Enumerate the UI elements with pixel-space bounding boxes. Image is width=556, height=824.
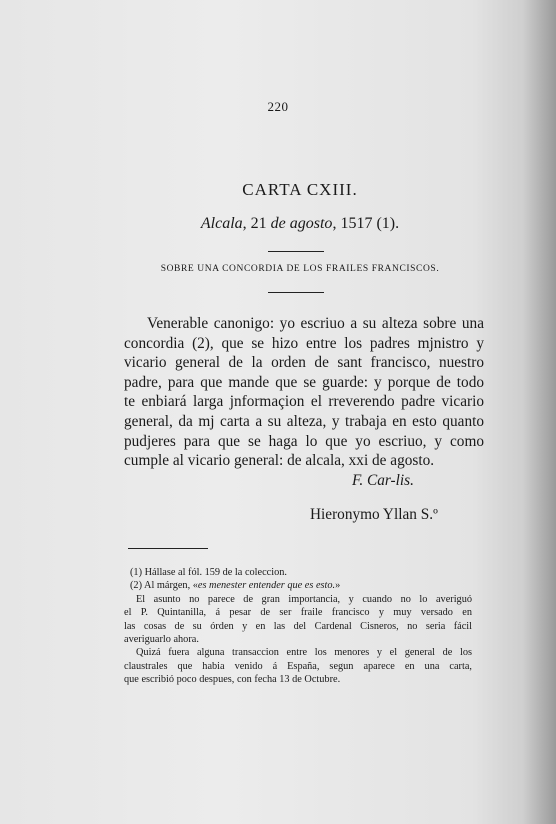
dateline: [0, 215, 556, 233]
footnotes: [124, 566, 472, 687]
footnote-text-line: que escribió poco despues, con fecha 13 de Octubre.: [124, 674, 341, 686]
body-line: concordia (2), que se hizo entre los padres mjnistro y: [124, 334, 484, 352]
footnote-text-line: Quizá fuera alguna transaccion entre los menores y el general de los: [136, 647, 472, 659]
footnote-2: [124, 579, 472, 592]
dateline-year: , 1517 (1).: [332, 215, 400, 232]
body-line: te enbiará larga jnformaçion el rreverendo padre vicario: [124, 393, 484, 411]
page-number: 220: [267, 99, 289, 114]
dateline-place: Alcala: [200, 215, 243, 232]
dateline-sep: ,: [242, 215, 247, 232]
body-line: general, da mj carta a su alteza, y trabaja en esto quanto: [124, 412, 484, 430]
letter-title: CARTA CXIII.: [242, 180, 358, 199]
footnote-text-line: el P. Quintanilla, á pesar de ser fraile francisco y muy versado en: [124, 607, 472, 619]
footnote-2-suffix: »: [335, 580, 341, 592]
footnote-text-line: averiguarlo ahora.: [124, 634, 199, 646]
footnote-text-line: El asunto no parece de gran importancia, y cuando no lo averiguó: [136, 593, 472, 605]
footnote-text-line: claustrales que habia venido á España, segun aparece en una carta,: [124, 660, 472, 672]
body-line: vicario general de la orden de sant francisco, nuestro: [124, 354, 484, 372]
signature-secretary: Hieronymo Yllan S.º: [310, 506, 438, 523]
letter-subject: SOBRE UNA CONCORDIA DE LOS FRAILES FRANCISCOS.: [160, 264, 440, 274]
dateline-day: 21: [246, 215, 271, 232]
footnote-1: (1) Hállase al fól. 159 de la coleccion.: [130, 567, 287, 578]
footnote-2-quote: es menester entender que es esto.: [197, 580, 336, 592]
letter-body: [124, 314, 484, 471]
rule-above-subject: [268, 251, 324, 252]
footnote-text-line: las cosas de su órden y en las del Cardenal Cisneros, no seria fácil: [124, 620, 472, 632]
footnote-2-prefix: (2) Al márgen, «: [130, 580, 198, 592]
body-line: Venerable canonigo: yo escriuo a su alteza sobre una: [147, 315, 484, 332]
body-line: cumple al vicario general: de alcala, xxi de agosto.: [124, 452, 435, 470]
body-line: padre, para que mande que se guarde: y porque de todo: [124, 373, 484, 391]
footnote-rule: [128, 548, 208, 549]
dateline-month: de agosto: [270, 215, 333, 232]
rule-below-subject: [268, 292, 324, 293]
body-line: pudjeres para que se haga lo que yo escriuo, y como: [124, 432, 484, 450]
signature-cardinal: F. Car-lis.: [352, 472, 414, 489]
